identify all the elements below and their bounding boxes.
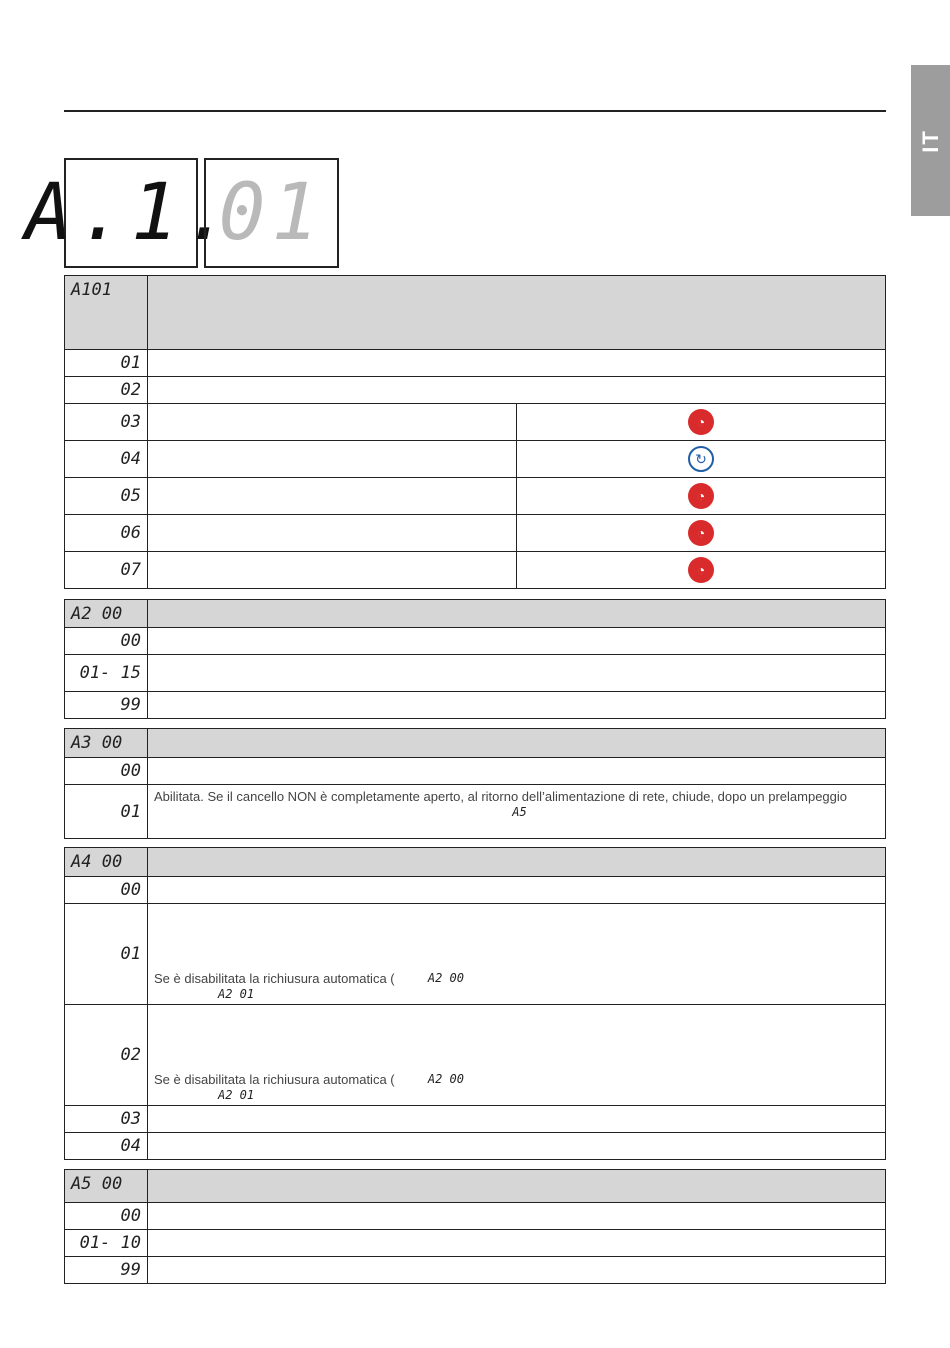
value-code: 99 xyxy=(65,1257,148,1284)
display-digits-light xyxy=(204,158,339,268)
value-code: 00 xyxy=(65,1203,148,1230)
value-description xyxy=(148,628,886,655)
cycle-gauge-blue-icon: ↻ xyxy=(688,446,714,472)
value-description xyxy=(148,377,886,404)
value-code: 05 xyxy=(65,478,148,515)
table-row xyxy=(65,515,886,552)
value-description xyxy=(148,350,886,377)
param-table-a5 xyxy=(64,1169,886,1284)
value-description xyxy=(148,1257,886,1284)
table-row xyxy=(65,478,886,515)
table-row xyxy=(65,904,886,1005)
table-row xyxy=(65,692,886,719)
icon-cell xyxy=(517,515,886,552)
table-row xyxy=(65,350,886,377)
table-row xyxy=(65,655,886,692)
table-row xyxy=(65,1133,886,1160)
param-table-a1 xyxy=(64,275,886,589)
speed-gauge-red-icon: ◔ xyxy=(688,520,714,546)
value-description xyxy=(148,478,517,515)
value-code: 00 xyxy=(65,628,148,655)
value-code: 00 xyxy=(65,877,148,904)
speed-gauge-red-icon: ◔ xyxy=(688,409,714,435)
table-row xyxy=(65,628,886,655)
icon-cell xyxy=(517,404,886,441)
top-rule xyxy=(64,110,886,112)
value-description xyxy=(148,655,886,692)
value-description xyxy=(148,758,886,785)
value-code: 01- 10 xyxy=(65,1230,148,1257)
icon-cell xyxy=(517,552,886,589)
param-table-a4 xyxy=(64,847,886,1160)
value-description xyxy=(148,552,517,589)
value-description xyxy=(148,404,517,441)
table-row xyxy=(65,377,886,404)
table-header-row xyxy=(65,1170,886,1203)
value-code: 04 xyxy=(65,1133,148,1160)
table-row xyxy=(65,441,886,478)
value-code: 01- 15 xyxy=(65,655,148,692)
value-description xyxy=(148,785,886,839)
value-description xyxy=(148,1230,886,1257)
value-description xyxy=(148,904,886,1005)
param-description xyxy=(148,729,886,758)
param-code: A2 00 xyxy=(65,600,148,628)
table-row xyxy=(65,1106,886,1133)
speed-gauge-red-icon: ◔ xyxy=(688,483,714,509)
table-header-row xyxy=(65,729,886,758)
icon-cell xyxy=(517,441,886,478)
table-row xyxy=(65,785,886,839)
inline-param-code: A2 01 xyxy=(218,987,255,1001)
inline-param-code: A2 01 xyxy=(218,1088,255,1102)
inline-param-code: A5 xyxy=(512,805,527,819)
value-code: 02 xyxy=(65,377,148,404)
note-line xyxy=(154,971,464,986)
table-row xyxy=(65,758,886,785)
table-row xyxy=(65,404,886,441)
value-code: 03 xyxy=(65,404,148,441)
table-row xyxy=(65,1005,886,1106)
segment-text-dark: A.1. xyxy=(25,168,237,258)
value-code: 06 xyxy=(65,515,148,552)
table-row xyxy=(65,1203,886,1230)
table-header-row xyxy=(65,848,886,877)
param-description xyxy=(148,848,886,877)
table-row xyxy=(65,552,886,589)
value-code: 99 xyxy=(65,692,148,719)
param-description xyxy=(148,276,886,350)
value-description xyxy=(148,1203,886,1230)
icon-cell xyxy=(517,478,886,515)
speed-gauge-red-icon: ◔ xyxy=(688,557,714,583)
value-description-text: Abilitata. Se il cancello NON è completamente aperto, al ritorno dell’alimentazione di rete, chiude, dopo un prelampeggio xyxy=(154,789,848,804)
value-description xyxy=(148,1005,886,1106)
note-text: Se è disabilitata la richiusura automatica ( xyxy=(154,1072,395,1087)
param-code: A3 00 xyxy=(65,729,148,758)
value-description xyxy=(148,515,517,552)
table-row xyxy=(65,1230,886,1257)
param-table-a2 xyxy=(64,599,886,719)
param-description xyxy=(148,1170,886,1203)
inline-param-code: A2 00 xyxy=(427,971,464,985)
value-code: 04 xyxy=(65,441,148,478)
value-code: 02 xyxy=(65,1005,148,1106)
value-description xyxy=(148,1106,886,1133)
value-description xyxy=(148,877,886,904)
value-code: 01 xyxy=(65,904,148,1005)
table-row xyxy=(65,877,886,904)
language-label: IT xyxy=(917,128,943,153)
value-description xyxy=(148,692,886,719)
value-description xyxy=(148,441,517,478)
display-digits-dark xyxy=(25,158,237,268)
note-line xyxy=(154,1072,464,1087)
value-code: 07 xyxy=(65,552,148,589)
value-code: 00 xyxy=(65,758,148,785)
table-header-row xyxy=(65,276,886,350)
param-table-a3 xyxy=(64,728,886,839)
value-code: 03 xyxy=(65,1106,148,1133)
param-code: A101 xyxy=(65,276,148,350)
language-tab xyxy=(911,65,950,216)
table-row xyxy=(65,1257,886,1284)
segment-text-light: 01 xyxy=(218,168,325,258)
param-code: A5 00 xyxy=(65,1170,148,1203)
value-code: 01 xyxy=(65,350,148,377)
value-description xyxy=(148,1133,886,1160)
param-code: A4 00 xyxy=(65,848,148,877)
inline-param-code: A2 00 xyxy=(427,1072,464,1086)
note-text: Se è disabilitata la richiusura automatica ( xyxy=(154,971,395,986)
table-header-row xyxy=(65,600,886,628)
value-code: 01 xyxy=(65,785,148,839)
param-description xyxy=(148,600,886,628)
